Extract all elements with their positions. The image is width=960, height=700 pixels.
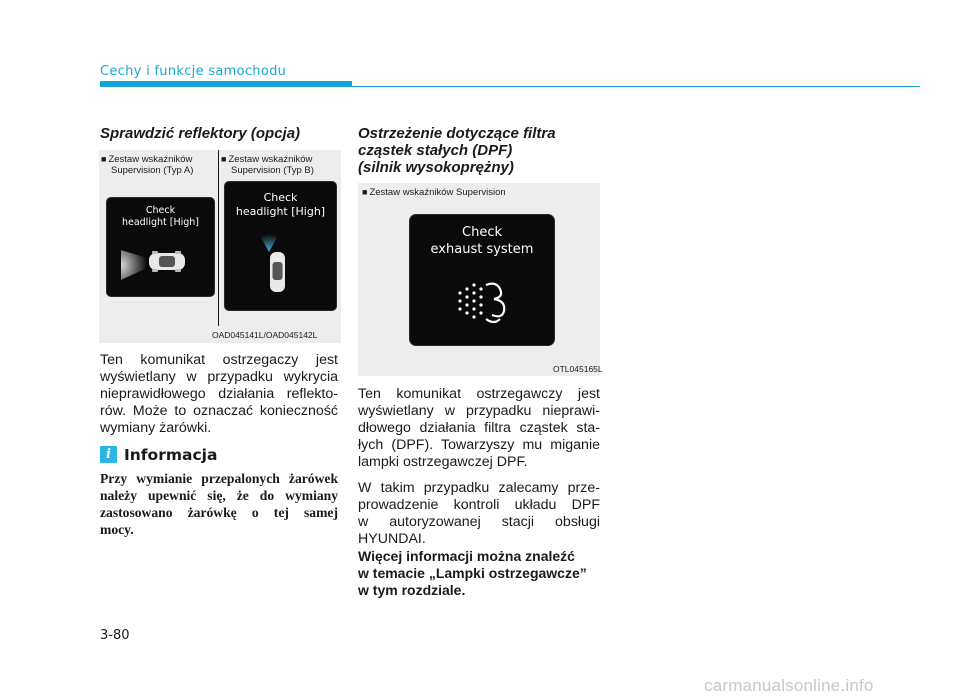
header-rule xyxy=(352,86,920,87)
screen-a-text: Check headlight [High] xyxy=(121,205,200,228)
info-icon: i xyxy=(100,446,117,463)
cluster-screen-type-a xyxy=(106,197,215,297)
dpf-bold-note: Więcej informacji można znaleźć w temacie „Lampki ostrzegawcze” w tym rozdziale. xyxy=(358,548,587,598)
info-paragraph: Przy wymianie przepalonych żarówek należy upewnić się, że do wymiany zastosowano żarówkę o tej samej mocy. xyxy=(100,471,338,537)
headlight-section-title: Sprawdzić reflektory (opcja) xyxy=(100,125,301,142)
screen-b-text: Check headlight [High] xyxy=(235,191,326,218)
cluster-screen-type-b xyxy=(224,181,337,311)
figure-code-dpf: OTL045165L xyxy=(553,364,603,374)
dpf-paragraph-2: W takim przypadku zalecamy prze- prowadzenie kontroli układu DPF w autoryzowanej stacji obsługi HYUNDAI. xyxy=(358,480,600,547)
dpf-warning-icon xyxy=(410,215,554,345)
car-headlight-top-icon xyxy=(225,182,336,310)
section-header: Cechy i funkcje samochodu xyxy=(100,64,287,79)
car-headlight-icon xyxy=(107,198,214,296)
figure-label-supervision: ■ Zestaw wskaźników Supervision xyxy=(362,187,506,198)
header-accent-bar xyxy=(100,81,352,87)
figure-label-type-b: ■ Zestaw wskaźników Supervision (Typ B) xyxy=(221,154,314,176)
cluster-screen-dpf xyxy=(409,214,555,346)
page-number: 3-80 xyxy=(100,628,130,643)
figure-code: OAD045141L/OAD045142L xyxy=(212,330,318,340)
figure-divider xyxy=(218,150,219,326)
watermark: carmanualsonline.info xyxy=(704,676,874,695)
dpf-section-title: Ostrzeżenie dotyczące filtra cząstek stałych (DPF) (silnik wysokoprężny) xyxy=(358,125,556,176)
headlight-paragraph: Ten komunikat ostrzegaczy jest wyświetlany w przypadku wykrycia nieprawidłowego działania reflekto- rów. Może to oznaczać konieczność wymiany żarówki. xyxy=(100,352,338,436)
screen-dpf-text: Check exhaust system xyxy=(430,225,534,257)
info-title: Informacja xyxy=(124,446,218,464)
dpf-paragraph-1: Ten komunikat ostrzegawczy jest wyświetlany w przypadku nieprawi- dłowego działania filtra cząstek sta- łych (DPF). Towarzyszy mu miganie lampki ostrzegawczej DPF. xyxy=(358,386,600,470)
figure-label-type-a: ■ Zestaw wskaźników Supervision (Typ A) xyxy=(101,154,194,176)
